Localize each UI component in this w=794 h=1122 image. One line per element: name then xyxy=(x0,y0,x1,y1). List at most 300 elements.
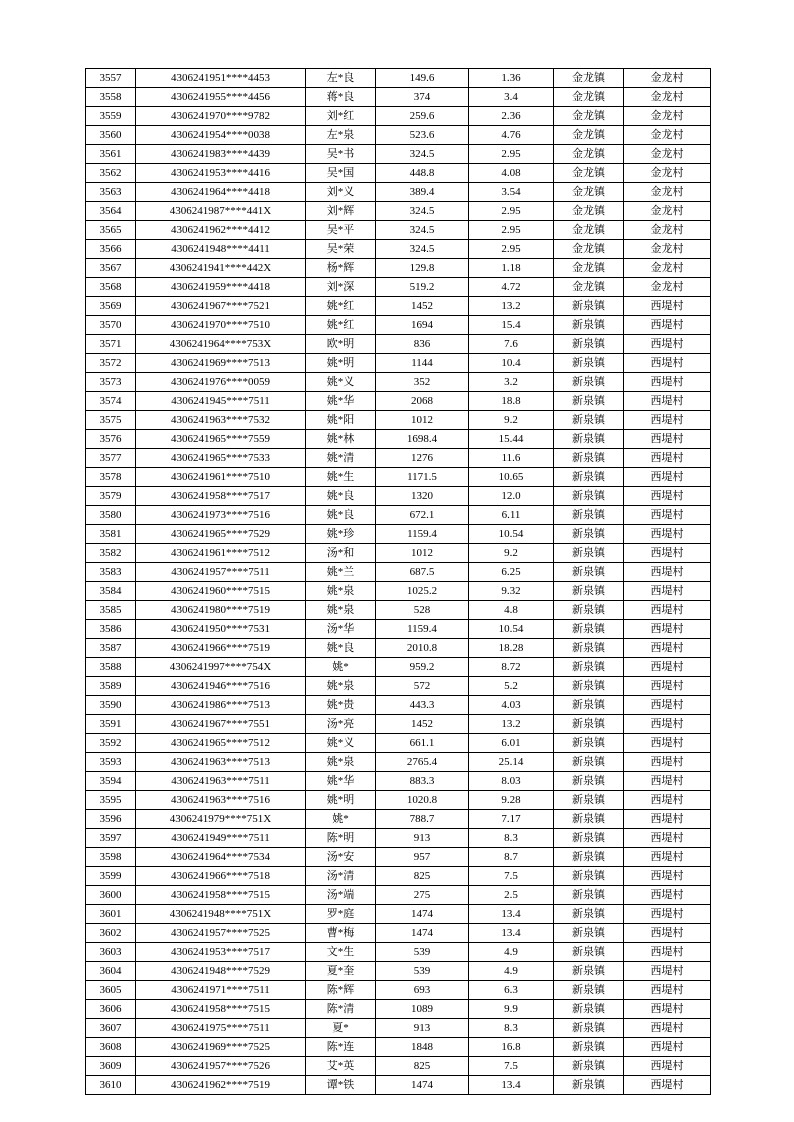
cell-id: 4306241959****4418 xyxy=(136,278,306,297)
cell-rate: 18.28 xyxy=(469,639,554,658)
cell-town: 新泉镇 xyxy=(554,373,624,392)
cell-town: 新泉镇 xyxy=(554,316,624,335)
cell-id: 4306241963****7511 xyxy=(136,772,306,791)
cell-name: 姚*义 xyxy=(306,373,376,392)
cell-amount: 389.4 xyxy=(376,183,469,202)
cell-amount: 1474 xyxy=(376,924,469,943)
cell-name: 姚*良 xyxy=(306,639,376,658)
cell-rate: 9.28 xyxy=(469,791,554,810)
cell-town: 金龙镇 xyxy=(554,107,624,126)
cell-id: 4306241946****7516 xyxy=(136,677,306,696)
table-row xyxy=(86,924,711,943)
cell-village: 西堤村 xyxy=(624,582,711,601)
cell-rate: 8.3 xyxy=(469,829,554,848)
cell-town: 新泉镇 xyxy=(554,715,624,734)
cell-village: 西堤村 xyxy=(624,544,711,563)
cell-village: 金龙村 xyxy=(624,145,711,164)
table-row xyxy=(86,354,711,373)
cell-rate: 12.0 xyxy=(469,487,554,506)
cell-town: 新泉镇 xyxy=(554,506,624,525)
cell-amount: 959.2 xyxy=(376,658,469,677)
cell-name: 杨*辉 xyxy=(306,259,376,278)
table-row xyxy=(86,88,711,107)
cell-serial: 3570 xyxy=(86,316,136,335)
cell-serial: 3598 xyxy=(86,848,136,867)
table-row xyxy=(86,734,711,753)
table-row xyxy=(86,468,711,487)
cell-amount: 1020.8 xyxy=(376,791,469,810)
table-row xyxy=(86,392,711,411)
table-row xyxy=(86,772,711,791)
cell-town: 新泉镇 xyxy=(554,943,624,962)
cell-rate: 6.25 xyxy=(469,563,554,582)
cell-id: 4306241955****4456 xyxy=(136,88,306,107)
cell-amount: 788.7 xyxy=(376,810,469,829)
cell-village: 西堤村 xyxy=(624,677,711,696)
records-table-body xyxy=(86,69,711,1095)
cell-rate: 8.7 xyxy=(469,848,554,867)
cell-name: 曹*梅 xyxy=(306,924,376,943)
cell-amount: 523.6 xyxy=(376,126,469,145)
cell-name: 姚*红 xyxy=(306,297,376,316)
cell-town: 新泉镇 xyxy=(554,658,624,677)
table-row xyxy=(86,126,711,145)
table-row xyxy=(86,525,711,544)
cell-rate: 2.95 xyxy=(469,240,554,259)
cell-rate: 13.2 xyxy=(469,715,554,734)
cell-serial: 3562 xyxy=(86,164,136,183)
cell-name: 夏* xyxy=(306,1019,376,1038)
cell-id: 4306241965****7512 xyxy=(136,734,306,753)
cell-town: 新泉镇 xyxy=(554,1000,624,1019)
cell-serial: 3582 xyxy=(86,544,136,563)
table-row xyxy=(86,582,711,601)
cell-name: 刘*红 xyxy=(306,107,376,126)
cell-rate: 2.95 xyxy=(469,145,554,164)
cell-amount: 1159.4 xyxy=(376,620,469,639)
cell-name: 姚*清 xyxy=(306,449,376,468)
cell-amount: 957 xyxy=(376,848,469,867)
cell-town: 新泉镇 xyxy=(554,639,624,658)
cell-id: 4306241961****7510 xyxy=(136,468,306,487)
cell-town: 新泉镇 xyxy=(554,411,624,430)
cell-name: 姚*泉 xyxy=(306,582,376,601)
cell-rate: 2.36 xyxy=(469,107,554,126)
cell-serial: 3567 xyxy=(86,259,136,278)
cell-rate: 10.54 xyxy=(469,525,554,544)
table-row xyxy=(86,867,711,886)
cell-town: 新泉镇 xyxy=(554,487,624,506)
cell-amount: 1694 xyxy=(376,316,469,335)
table-row xyxy=(86,1019,711,1038)
cell-name: 左*泉 xyxy=(306,126,376,145)
cell-village: 西堤村 xyxy=(624,1019,711,1038)
table-row xyxy=(86,1038,711,1057)
cell-amount: 1144 xyxy=(376,354,469,373)
cell-name: 姚*贵 xyxy=(306,696,376,715)
cell-amount: 539 xyxy=(376,943,469,962)
cell-amount: 149.6 xyxy=(376,69,469,88)
cell-rate: 1.18 xyxy=(469,259,554,278)
cell-serial: 3586 xyxy=(86,620,136,639)
cell-serial: 3571 xyxy=(86,335,136,354)
cell-village: 西堤村 xyxy=(624,962,711,981)
cell-name: 姚*生 xyxy=(306,468,376,487)
cell-id: 4306241948****7529 xyxy=(136,962,306,981)
cell-id: 4306241953****4416 xyxy=(136,164,306,183)
cell-name: 姚*珍 xyxy=(306,525,376,544)
cell-id: 4306241971****7511 xyxy=(136,981,306,1000)
cell-town: 新泉镇 xyxy=(554,335,624,354)
cell-amount: 324.5 xyxy=(376,202,469,221)
cell-serial: 3588 xyxy=(86,658,136,677)
cell-name: 姚*华 xyxy=(306,772,376,791)
cell-id: 4306241957****7511 xyxy=(136,563,306,582)
table-row xyxy=(86,430,711,449)
cell-village: 西堤村 xyxy=(624,639,711,658)
cell-name: 汤*安 xyxy=(306,848,376,867)
cell-rate: 10.54 xyxy=(469,620,554,639)
cell-rate: 4.03 xyxy=(469,696,554,715)
table-row xyxy=(86,905,711,924)
cell-amount: 572 xyxy=(376,677,469,696)
table-row xyxy=(86,563,711,582)
cell-town: 新泉镇 xyxy=(554,468,624,487)
cell-town: 新泉镇 xyxy=(554,582,624,601)
cell-id: 4306241958****7515 xyxy=(136,1000,306,1019)
table-row xyxy=(86,544,711,563)
cell-serial: 3608 xyxy=(86,1038,136,1057)
cell-town: 新泉镇 xyxy=(554,962,624,981)
cell-id: 4306241969****7513 xyxy=(136,354,306,373)
cell-serial: 3594 xyxy=(86,772,136,791)
cell-amount: 1012 xyxy=(376,544,469,563)
cell-rate: 8.03 xyxy=(469,772,554,791)
cell-name: 姚*明 xyxy=(306,354,376,373)
cell-id: 4306241965****7559 xyxy=(136,430,306,449)
table-row xyxy=(86,373,711,392)
cell-town: 新泉镇 xyxy=(554,734,624,753)
table-row xyxy=(86,753,711,772)
cell-id: 4306241961****7512 xyxy=(136,544,306,563)
cell-rate: 7.5 xyxy=(469,867,554,886)
cell-town: 金龙镇 xyxy=(554,221,624,240)
cell-serial: 3597 xyxy=(86,829,136,848)
cell-town: 新泉镇 xyxy=(554,1057,624,1076)
cell-village: 西堤村 xyxy=(624,430,711,449)
table-row xyxy=(86,601,711,620)
table-row xyxy=(86,715,711,734)
records-table xyxy=(85,68,711,1095)
cell-village: 金龙村 xyxy=(624,221,711,240)
table-row xyxy=(86,848,711,867)
cell-name: 欧*明 xyxy=(306,335,376,354)
cell-village: 西堤村 xyxy=(624,772,711,791)
cell-village: 西堤村 xyxy=(624,1057,711,1076)
cell-rate: 4.9 xyxy=(469,962,554,981)
cell-id: 4306241963****7516 xyxy=(136,791,306,810)
cell-rate: 6.3 xyxy=(469,981,554,1000)
cell-serial: 3599 xyxy=(86,867,136,886)
cell-rate: 7.6 xyxy=(469,335,554,354)
cell-rate: 4.76 xyxy=(469,126,554,145)
cell-serial: 3587 xyxy=(86,639,136,658)
cell-name: 陈*明 xyxy=(306,829,376,848)
cell-id: 4306241970****7510 xyxy=(136,316,306,335)
cell-rate: 9.9 xyxy=(469,1000,554,1019)
cell-village: 金龙村 xyxy=(624,164,711,183)
cell-amount: 2068 xyxy=(376,392,469,411)
cell-serial: 3576 xyxy=(86,430,136,449)
cell-name: 姚*良 xyxy=(306,506,376,525)
cell-serial: 3573 xyxy=(86,373,136,392)
cell-name: 蒋*良 xyxy=(306,88,376,107)
cell-village: 西堤村 xyxy=(624,316,711,335)
cell-name: 姚*泉 xyxy=(306,677,376,696)
table-row xyxy=(86,886,711,905)
cell-serial: 3583 xyxy=(86,563,136,582)
cell-rate: 13.2 xyxy=(469,297,554,316)
cell-id: 4306241949****7511 xyxy=(136,829,306,848)
cell-village: 西堤村 xyxy=(624,392,711,411)
cell-name: 姚*明 xyxy=(306,791,376,810)
cell-rate: 3.2 xyxy=(469,373,554,392)
cell-village: 西堤村 xyxy=(624,601,711,620)
cell-town: 金龙镇 xyxy=(554,202,624,221)
cell-name: 罗*庭 xyxy=(306,905,376,924)
table-row xyxy=(86,202,711,221)
cell-name: 姚*义 xyxy=(306,734,376,753)
cell-town: 新泉镇 xyxy=(554,867,624,886)
cell-amount: 539 xyxy=(376,962,469,981)
cell-village: 西堤村 xyxy=(624,620,711,639)
cell-town: 新泉镇 xyxy=(554,848,624,867)
cell-town: 金龙镇 xyxy=(554,126,624,145)
cell-village: 西堤村 xyxy=(624,753,711,772)
cell-rate: 6.11 xyxy=(469,506,554,525)
cell-amount: 672.1 xyxy=(376,506,469,525)
cell-id: 4306241975****7511 xyxy=(136,1019,306,1038)
cell-village: 西堤村 xyxy=(624,829,711,848)
cell-rate: 8.72 xyxy=(469,658,554,677)
cell-name: 艾*英 xyxy=(306,1057,376,1076)
cell-town: 金龙镇 xyxy=(554,145,624,164)
cell-name: 姚*红 xyxy=(306,316,376,335)
table-row xyxy=(86,506,711,525)
table-row xyxy=(86,107,711,126)
cell-village: 西堤村 xyxy=(624,905,711,924)
cell-town: 新泉镇 xyxy=(554,544,624,563)
cell-name: 汤*清 xyxy=(306,867,376,886)
table-row xyxy=(86,278,711,297)
cell-name: 夏*奎 xyxy=(306,962,376,981)
cell-serial: 3606 xyxy=(86,1000,136,1019)
cell-village: 西堤村 xyxy=(624,506,711,525)
cell-town: 金龙镇 xyxy=(554,183,624,202)
cell-id: 4306241948****751X xyxy=(136,905,306,924)
table-row xyxy=(86,658,711,677)
cell-village: 西堤村 xyxy=(624,487,711,506)
cell-town: 新泉镇 xyxy=(554,905,624,924)
cell-rate: 4.08 xyxy=(469,164,554,183)
cell-village: 西堤村 xyxy=(624,696,711,715)
cell-amount: 1474 xyxy=(376,905,469,924)
cell-serial: 3584 xyxy=(86,582,136,601)
cell-name: 吴*国 xyxy=(306,164,376,183)
cell-rate: 5.2 xyxy=(469,677,554,696)
cell-serial: 3559 xyxy=(86,107,136,126)
cell-rate: 9.32 xyxy=(469,582,554,601)
cell-village: 西堤村 xyxy=(624,563,711,582)
cell-name: 汤*亮 xyxy=(306,715,376,734)
cell-town: 新泉镇 xyxy=(554,772,624,791)
table-row xyxy=(86,297,711,316)
cell-town: 新泉镇 xyxy=(554,601,624,620)
cell-village: 西堤村 xyxy=(624,658,711,677)
cell-id: 4306241967****7551 xyxy=(136,715,306,734)
cell-id: 4306241962****7519 xyxy=(136,1076,306,1095)
cell-rate: 15.44 xyxy=(469,430,554,449)
cell-id: 4306241970****9782 xyxy=(136,107,306,126)
cell-rate: 3.54 xyxy=(469,183,554,202)
cell-town: 新泉镇 xyxy=(554,753,624,772)
cell-name: 姚*华 xyxy=(306,392,376,411)
cell-village: 西堤村 xyxy=(624,810,711,829)
cell-rate: 13.4 xyxy=(469,1076,554,1095)
cell-town: 金龙镇 xyxy=(554,278,624,297)
cell-name: 姚* xyxy=(306,658,376,677)
cell-amount: 2765.4 xyxy=(376,753,469,772)
cell-amount: 1012 xyxy=(376,411,469,430)
cell-amount: 275 xyxy=(376,886,469,905)
table-row xyxy=(86,316,711,335)
table-row xyxy=(86,145,711,164)
cell-amount: 1474 xyxy=(376,1076,469,1095)
cell-town: 新泉镇 xyxy=(554,981,624,1000)
cell-serial: 3589 xyxy=(86,677,136,696)
cell-rate: 10.4 xyxy=(469,354,554,373)
cell-serial: 3607 xyxy=(86,1019,136,1038)
cell-village: 西堤村 xyxy=(624,734,711,753)
cell-name: 吴*平 xyxy=(306,221,376,240)
cell-serial: 3561 xyxy=(86,145,136,164)
cell-name: 文*生 xyxy=(306,943,376,962)
cell-amount: 661.1 xyxy=(376,734,469,753)
cell-amount: 825 xyxy=(376,867,469,886)
cell-name: 刘*义 xyxy=(306,183,376,202)
cell-id: 4306241958****7515 xyxy=(136,886,306,905)
cell-id: 4306241979****751X xyxy=(136,810,306,829)
cell-village: 西堤村 xyxy=(624,1038,711,1057)
cell-id: 4306241965****7533 xyxy=(136,449,306,468)
cell-id: 4306241954****0038 xyxy=(136,126,306,145)
cell-amount: 2010.8 xyxy=(376,639,469,658)
cell-name: 姚* xyxy=(306,810,376,829)
cell-village: 金龙村 xyxy=(624,126,711,145)
cell-id: 4306241941****442X xyxy=(136,259,306,278)
table-row xyxy=(86,259,711,278)
cell-village: 金龙村 xyxy=(624,88,711,107)
cell-id: 4306241951****4453 xyxy=(136,69,306,88)
cell-village: 金龙村 xyxy=(624,202,711,221)
cell-amount: 324.5 xyxy=(376,221,469,240)
table-row xyxy=(86,487,711,506)
cell-serial: 3593 xyxy=(86,753,136,772)
cell-amount: 1848 xyxy=(376,1038,469,1057)
cell-id: 4306241960****7515 xyxy=(136,582,306,601)
cell-serial: 3574 xyxy=(86,392,136,411)
cell-village: 西堤村 xyxy=(624,715,711,734)
cell-amount: 825 xyxy=(376,1057,469,1076)
cell-amount: 913 xyxy=(376,1019,469,1038)
table-row xyxy=(86,221,711,240)
cell-rate: 7.5 xyxy=(469,1057,554,1076)
cell-village: 西堤村 xyxy=(624,1000,711,1019)
table-row xyxy=(86,1076,711,1095)
table-row xyxy=(86,164,711,183)
cell-name: 姚*兰 xyxy=(306,563,376,582)
cell-village: 西堤村 xyxy=(624,468,711,487)
table-row xyxy=(86,677,711,696)
cell-amount: 836 xyxy=(376,335,469,354)
cell-amount: 129.8 xyxy=(376,259,469,278)
cell-village: 金龙村 xyxy=(624,107,711,126)
cell-town: 金龙镇 xyxy=(554,259,624,278)
cell-town: 新泉镇 xyxy=(554,563,624,582)
cell-town: 新泉镇 xyxy=(554,677,624,696)
cell-serial: 3566 xyxy=(86,240,136,259)
cell-amount: 1276 xyxy=(376,449,469,468)
cell-town: 新泉镇 xyxy=(554,810,624,829)
cell-amount: 448.8 xyxy=(376,164,469,183)
cell-town: 新泉镇 xyxy=(554,430,624,449)
cell-id: 4306241945****7511 xyxy=(136,392,306,411)
cell-id: 4306241964****4418 xyxy=(136,183,306,202)
cell-amount: 259.6 xyxy=(376,107,469,126)
table-row xyxy=(86,962,711,981)
cell-amount: 1159.4 xyxy=(376,525,469,544)
table-row xyxy=(86,620,711,639)
cell-village: 金龙村 xyxy=(624,259,711,278)
cell-serial: 3563 xyxy=(86,183,136,202)
cell-amount: 693 xyxy=(376,981,469,1000)
cell-town: 新泉镇 xyxy=(554,620,624,639)
cell-serial: 3578 xyxy=(86,468,136,487)
cell-id: 4306241957****7526 xyxy=(136,1057,306,1076)
cell-serial: 3591 xyxy=(86,715,136,734)
cell-village: 西堤村 xyxy=(624,1076,711,1095)
cell-id: 4306241953****7517 xyxy=(136,943,306,962)
table-row xyxy=(86,1000,711,1019)
cell-id: 4306241965****7529 xyxy=(136,525,306,544)
cell-amount: 1025.2 xyxy=(376,582,469,601)
cell-serial: 3610 xyxy=(86,1076,136,1095)
table-row xyxy=(86,810,711,829)
cell-amount: 443.3 xyxy=(376,696,469,715)
cell-serial: 3590 xyxy=(86,696,136,715)
table-row xyxy=(86,981,711,1000)
table-row xyxy=(86,829,711,848)
cell-amount: 324.5 xyxy=(376,240,469,259)
cell-village: 金龙村 xyxy=(624,69,711,88)
cell-rate: 9.2 xyxy=(469,544,554,563)
cell-amount: 519.2 xyxy=(376,278,469,297)
cell-id: 4306241969****7525 xyxy=(136,1038,306,1057)
cell-serial: 3560 xyxy=(86,126,136,145)
cell-town: 新泉镇 xyxy=(554,297,624,316)
cell-serial: 3575 xyxy=(86,411,136,430)
cell-serial: 3568 xyxy=(86,278,136,297)
